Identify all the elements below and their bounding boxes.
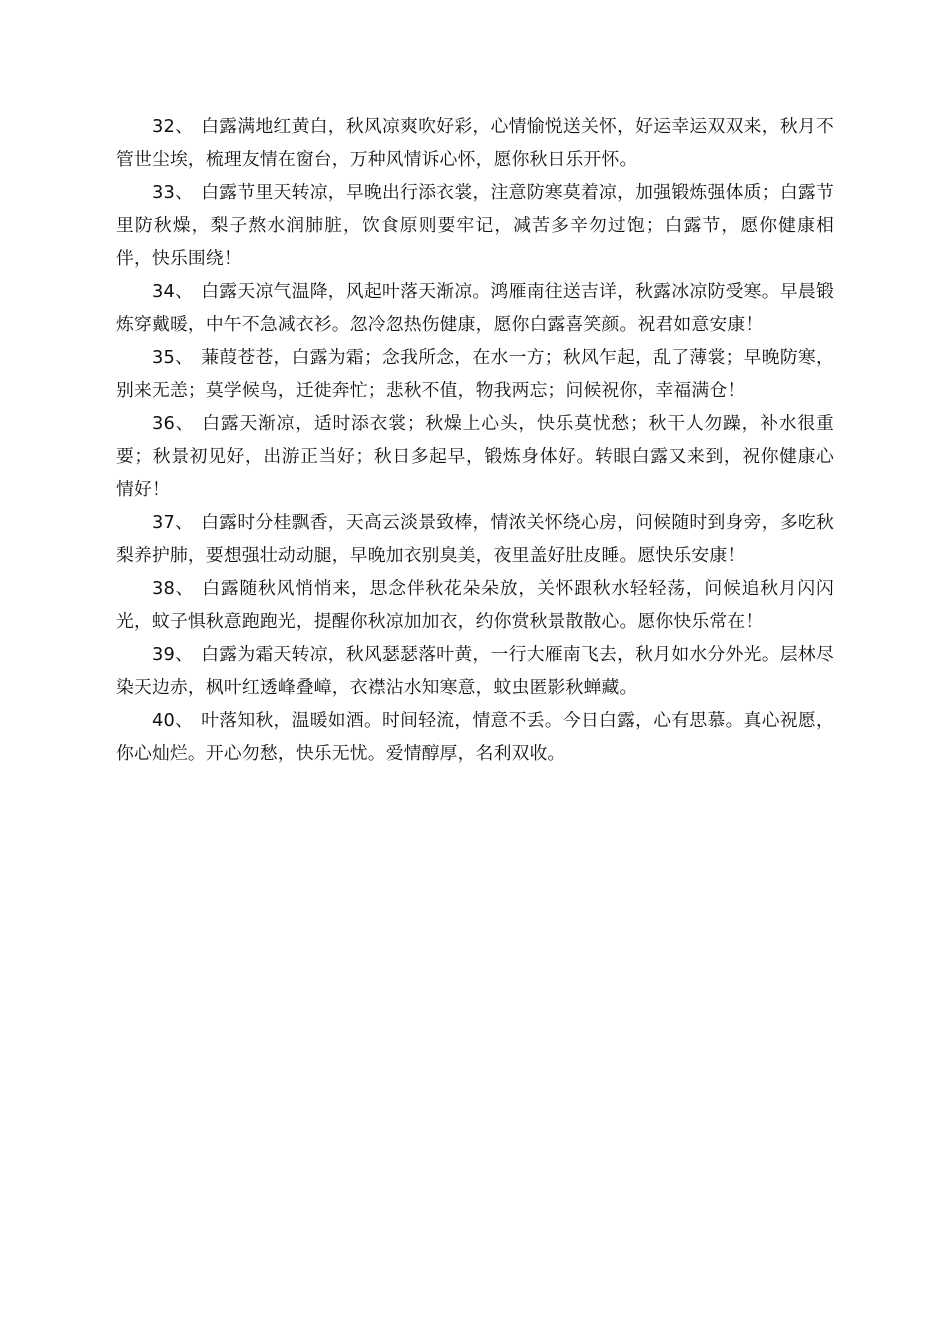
list-item [116,572,834,638]
item-number: 35、 [152,347,194,368]
item-text: 叶落知秋，温暖如酒。时间轻流，情意不丢。今日白露，心有思慕。真心祝愿，你心灿烂。开心勿愁，快乐无忧。爱情醇厚，名利双收。 [116,710,834,764]
item-number: 39、 [152,644,194,665]
list-item [116,638,834,704]
item-text: 蒹葭苍苍，白露为霜；念我所念，在水一方；秋风乍起，乱了薄裳；早晚防寒，别来无恙；莫学候鸟，迁徙奔忙；悲秋不值，物我两忘；问候祝你，幸福满仓！ [116,347,834,401]
list-item [116,506,834,572]
item-text: 白露随秋风悄悄来，思念伴秋花朵朵放，关怀跟秋水轻轻荡，问候追秋月闪闪光，蚊子惧秋意跑跑光，提醒你秋凉加加衣，约你赏秋景散散心。愿你快乐常在！ [116,578,834,632]
item-number: 38、 [152,578,195,599]
list-item [116,275,834,341]
item-text: 白露满地红黄白，秋风凉爽吹好彩，心情愉悦送关怀，好运幸运双双来，秋月不管世尘埃，梳理友情在窗台，万种风情诉心怀，愿你秋日乐开怀。 [116,116,834,170]
item-number: 33、 [152,182,194,203]
item-number: 37、 [152,512,194,533]
item-number: 34、 [152,281,194,302]
list-item [116,407,834,506]
list-item [116,176,834,275]
item-number: 40、 [152,710,194,731]
item-number: 36、 [152,413,195,434]
item-text: 白露节里天转凉，早晚出行添衣裳，注意防寒莫着凉，加强锻炼强体质；白露节里防秋燥，梨子熬水润肺脏，饮食原则要牢记，减苦多辛勿过饱；白露节，愿你健康相伴，快乐围绕！ [116,182,834,269]
list-item [116,341,834,407]
list-item [116,704,834,770]
item-text: 白露为霜天转凉，秋风瑟瑟落叶黄，一行大雁南飞去，秋月如水分外光。层林尽染天边赤，枫叶红透峰叠嶂，衣襟沾水知寒意，蚊虫匿影秋蝉藏。 [116,644,834,698]
item-text: 白露天凉气温降，风起叶落天渐凉。鸿雁南往送吉详，秋露冰凉防受寒。早晨锻炼穿戴暖，中午不急减衣衫。忽冷忽热伤健康，愿你白露喜笑颜。祝君如意安康！ [116,281,834,335]
item-text: 白露天渐凉，适时添衣裳；秋燥上心头，快乐莫忧愁；秋干人勿躁，补水很重要；秋景初见好，出游正当好；秋日多起早，锻炼身体好。转眼白露又来到，祝你健康心情好！ [116,413,834,500]
list-item [116,110,834,176]
document-body [116,110,834,770]
item-text: 白露时分桂飘香，天高云淡景致棒，情浓关怀绕心房，问候随时到身旁，多吃秋梨养护肺，要想强壮动动腿，早晚加衣别臭美，夜里盖好肚皮睡。愿快乐安康！ [116,512,834,566]
item-number: 32、 [152,116,194,137]
